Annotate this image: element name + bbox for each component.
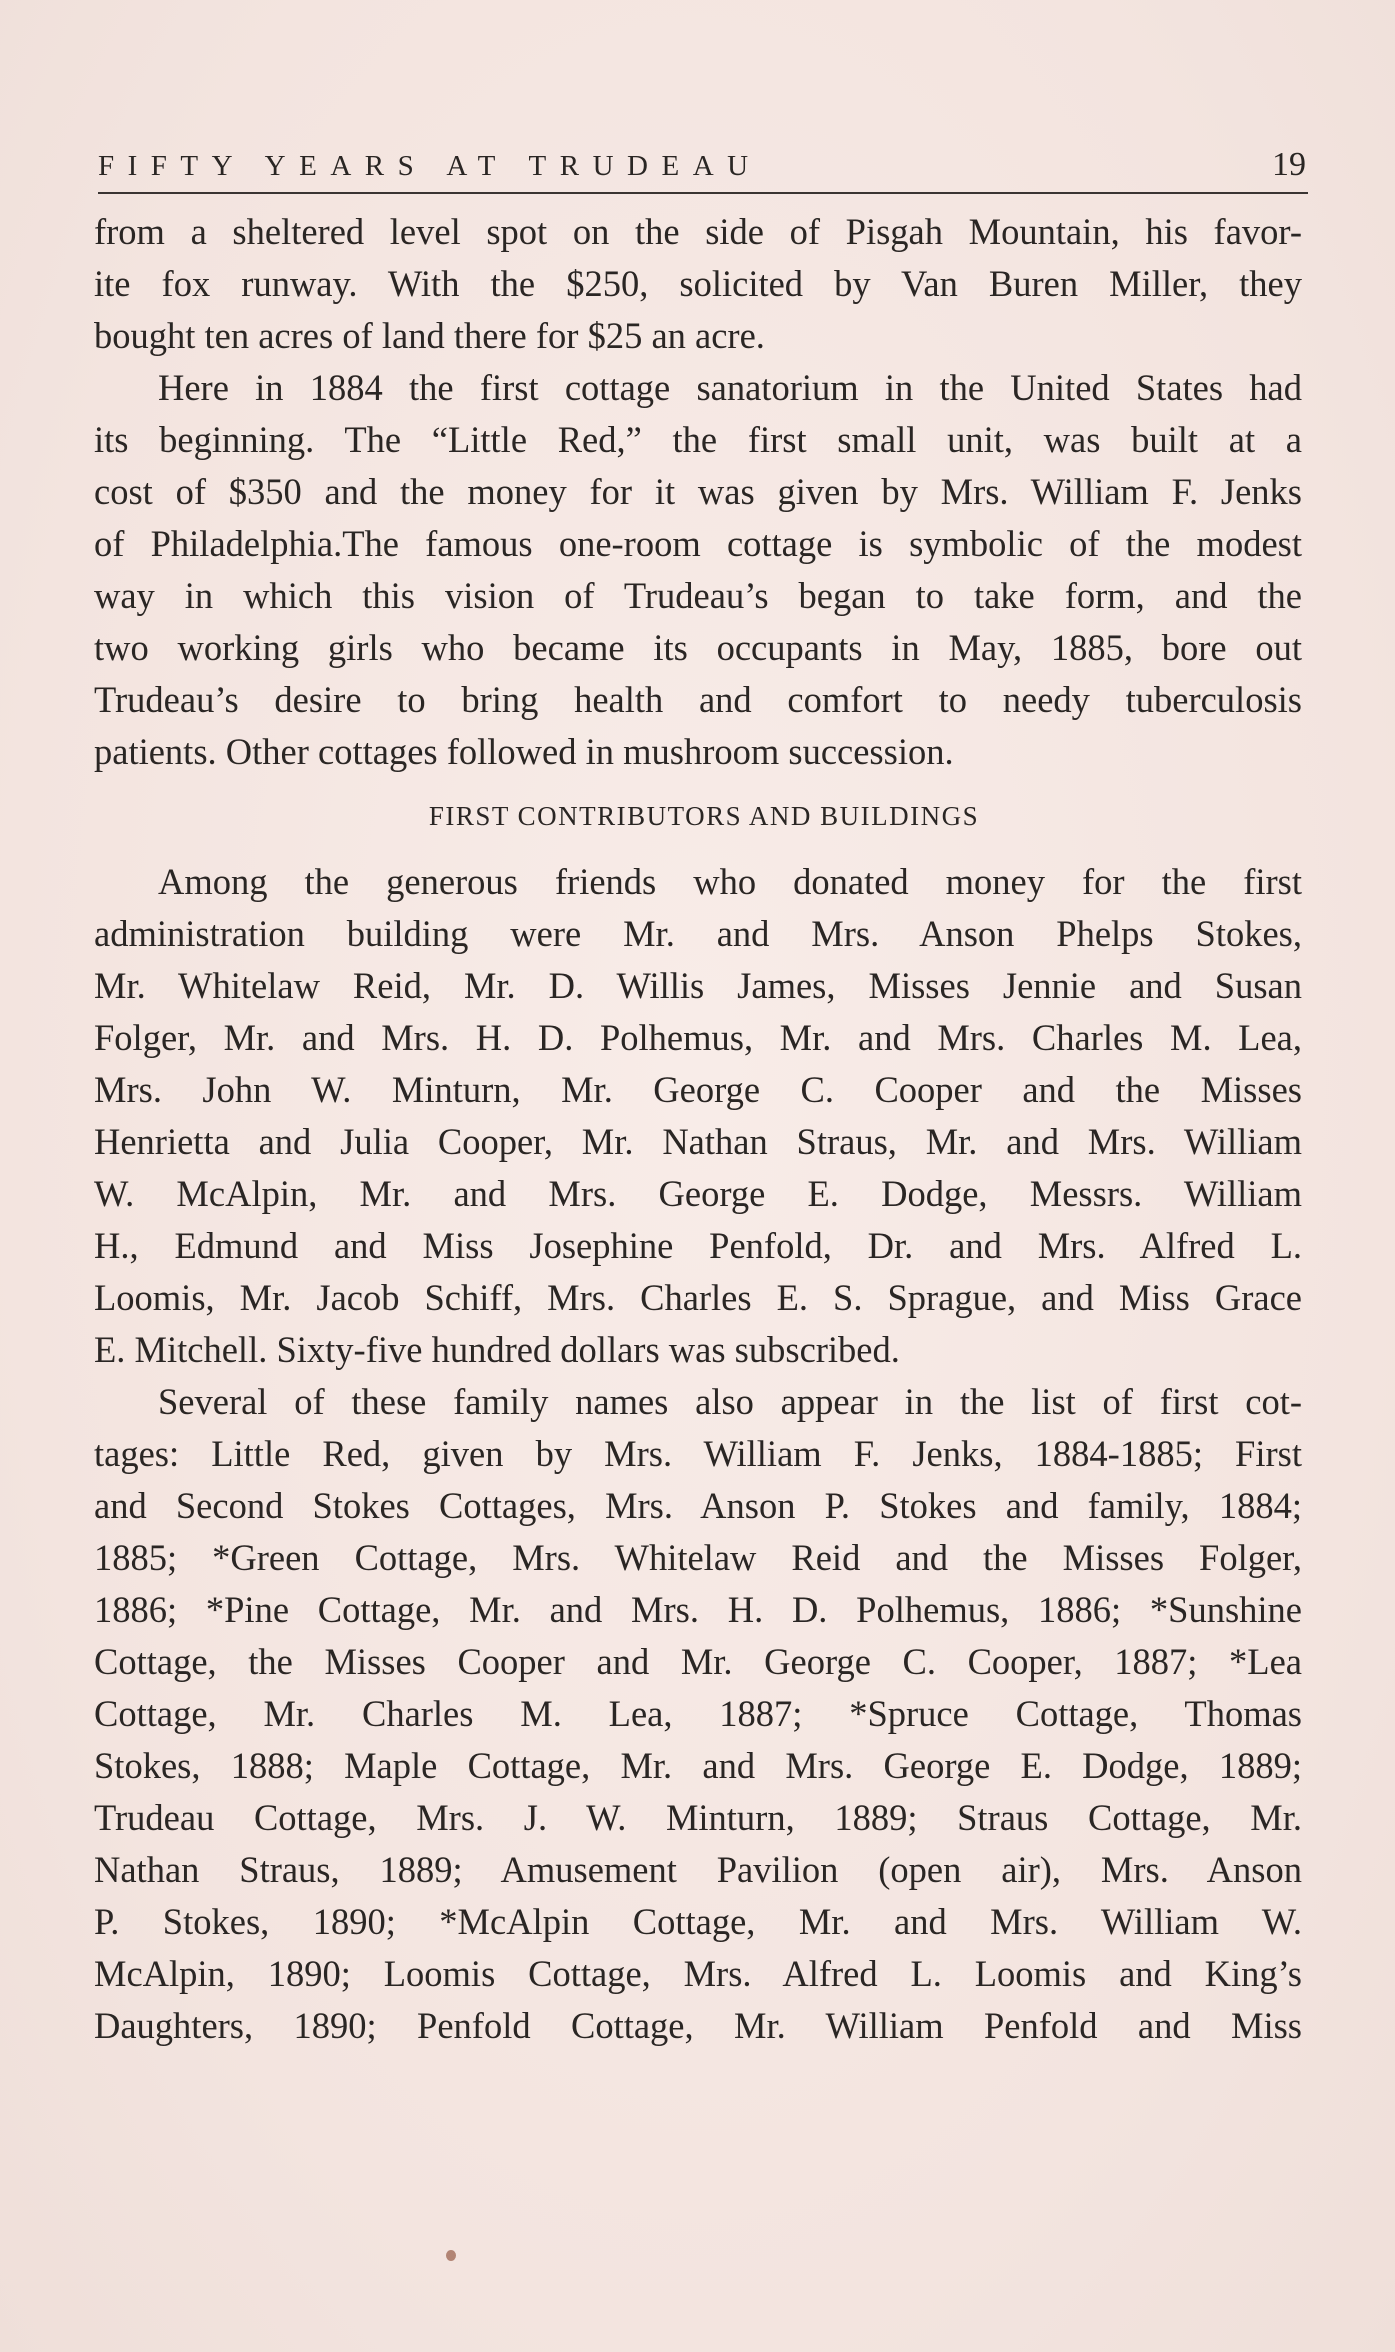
text-line: Henrietta and Julia Cooper, Mr. Nathan Straus, Mr. and Mrs. William xyxy=(94,1121,1302,1162)
text-line: Here in 1884 the first cottage sanatorium in the United States had xyxy=(158,367,1302,408)
text-line: W. McAlpin, Mr. and Mrs. George E. Dodge, Messrs. William xyxy=(94,1173,1302,1214)
text-line: Mrs. John W. Minturn, Mr. George C. Cooper and the Misses xyxy=(94,1069,1302,1110)
text-line: Folger, Mr. and Mrs. H. D. Polhemus, Mr. and Mrs. Charles M. Lea, xyxy=(94,1017,1302,1058)
text-line: tages: Little Red, given by Mrs. William F. Jenks, 1884-1885; First xyxy=(94,1433,1302,1474)
text-line: cost of $350 and the money for it was given by Mrs. William F. Jenks xyxy=(94,471,1302,512)
text-line: way in which this vision of Trudeau’s began to take form, and the xyxy=(94,575,1302,616)
text-line: H., Edmund and Miss Josephine Penfold, Dr. and Mrs. Alfred L. xyxy=(94,1225,1302,1266)
running-head xyxy=(98,146,1308,194)
text-line: Several of these family names also appear in the list of first cot- xyxy=(158,1381,1302,1422)
text-line: Nathan Straus, 1889; Amusement Pavilion (open air), Mrs. Anson xyxy=(94,1849,1302,1890)
text-line: of Philadelphia.The famous one-room cottage is symbolic of the modest xyxy=(94,523,1302,564)
text-line: and Second Stokes Cottages, Mrs. Anson P. Stokes and family, 1884; xyxy=(94,1485,1302,1526)
paragraph xyxy=(94,856,1302,1376)
text-line: patients. Other cottages followed in mushroom succession. xyxy=(94,731,954,772)
text-line: 1885; *Green Cottage, Mrs. Whitelaw Reid and the Misses Folger, xyxy=(94,1537,1302,1578)
text-line: Stokes, 1888; Maple Cottage, Mr. and Mrs. George E. Dodge, 1889; xyxy=(94,1745,1302,1786)
text-line: Daughters, 1890; Penfold Cottage, Mr. William Penfold and Miss xyxy=(94,2005,1302,2046)
paper-speck xyxy=(446,2250,456,2261)
text-line: Loomis, Mr. Jacob Schiff, Mrs. Charles E. S. Sprague, and Miss Grace xyxy=(94,1277,1302,1318)
text-line: 1886; *Pine Cottage, Mr. and Mrs. H. D. Polhemus, 1886; *Sunshine xyxy=(94,1589,1302,1630)
text-line: Trudeau Cottage, Mrs. J. W. Minturn, 1889; Straus Cottage, Mr. xyxy=(94,1797,1302,1838)
page-number: 19 xyxy=(1272,146,1306,183)
running-title: FIFTY YEARS AT TRUDEAU xyxy=(98,150,762,182)
text-line: ite fox runway. With the $250, solicited by Van Buren Miller, they xyxy=(94,263,1302,304)
text-line: E. Mitchell. Sixty-five hundred dollars was subscribed. xyxy=(94,1329,900,1370)
section-heading: FIRST CONTRIBUTORS AND BUILDINGS xyxy=(428,801,980,831)
text-line: its beginning. The “Little Red,” the first small unit, was built at a xyxy=(94,419,1302,460)
text-line: from a sheltered level spot on the side of Pisgah Mountain, his favor- xyxy=(94,211,1302,252)
paragraph xyxy=(94,362,1302,778)
text-line: Among the generous friends who donated money for the first xyxy=(158,861,1302,902)
text-line: Cottage, Mr. Charles M. Lea, 1887; *Spruce Cottage, Thomas xyxy=(94,1693,1302,1734)
text-line: Cottage, the Misses Cooper and Mr. George C. Cooper, 1887; *Lea xyxy=(94,1641,1302,1682)
text-line: bought ten acres of land there for $25 an acre. xyxy=(94,315,765,356)
body-text xyxy=(94,206,1302,2052)
text-line: McAlpin, 1890; Loomis Cottage, Mrs. Alfred L. Loomis and King’s xyxy=(94,1953,1302,1994)
text-line: P. Stokes, 1890; *McAlpin Cottage, Mr. and Mrs. William W. xyxy=(94,1901,1302,1942)
text-line: administration building were Mr. and Mrs. Anson Phelps Stokes, xyxy=(94,913,1302,954)
text-line: two working girls who became its occupants in May, 1885, bore out xyxy=(94,627,1302,668)
text-line: Mr. Whitelaw Reid, Mr. D. Willis James, Misses Jennie and Susan xyxy=(94,965,1302,1006)
text-line: Trudeau’s desire to bring health and comfort to needy tuberculosis xyxy=(94,679,1302,720)
paragraph xyxy=(94,206,1302,362)
paragraph xyxy=(94,1376,1302,2052)
